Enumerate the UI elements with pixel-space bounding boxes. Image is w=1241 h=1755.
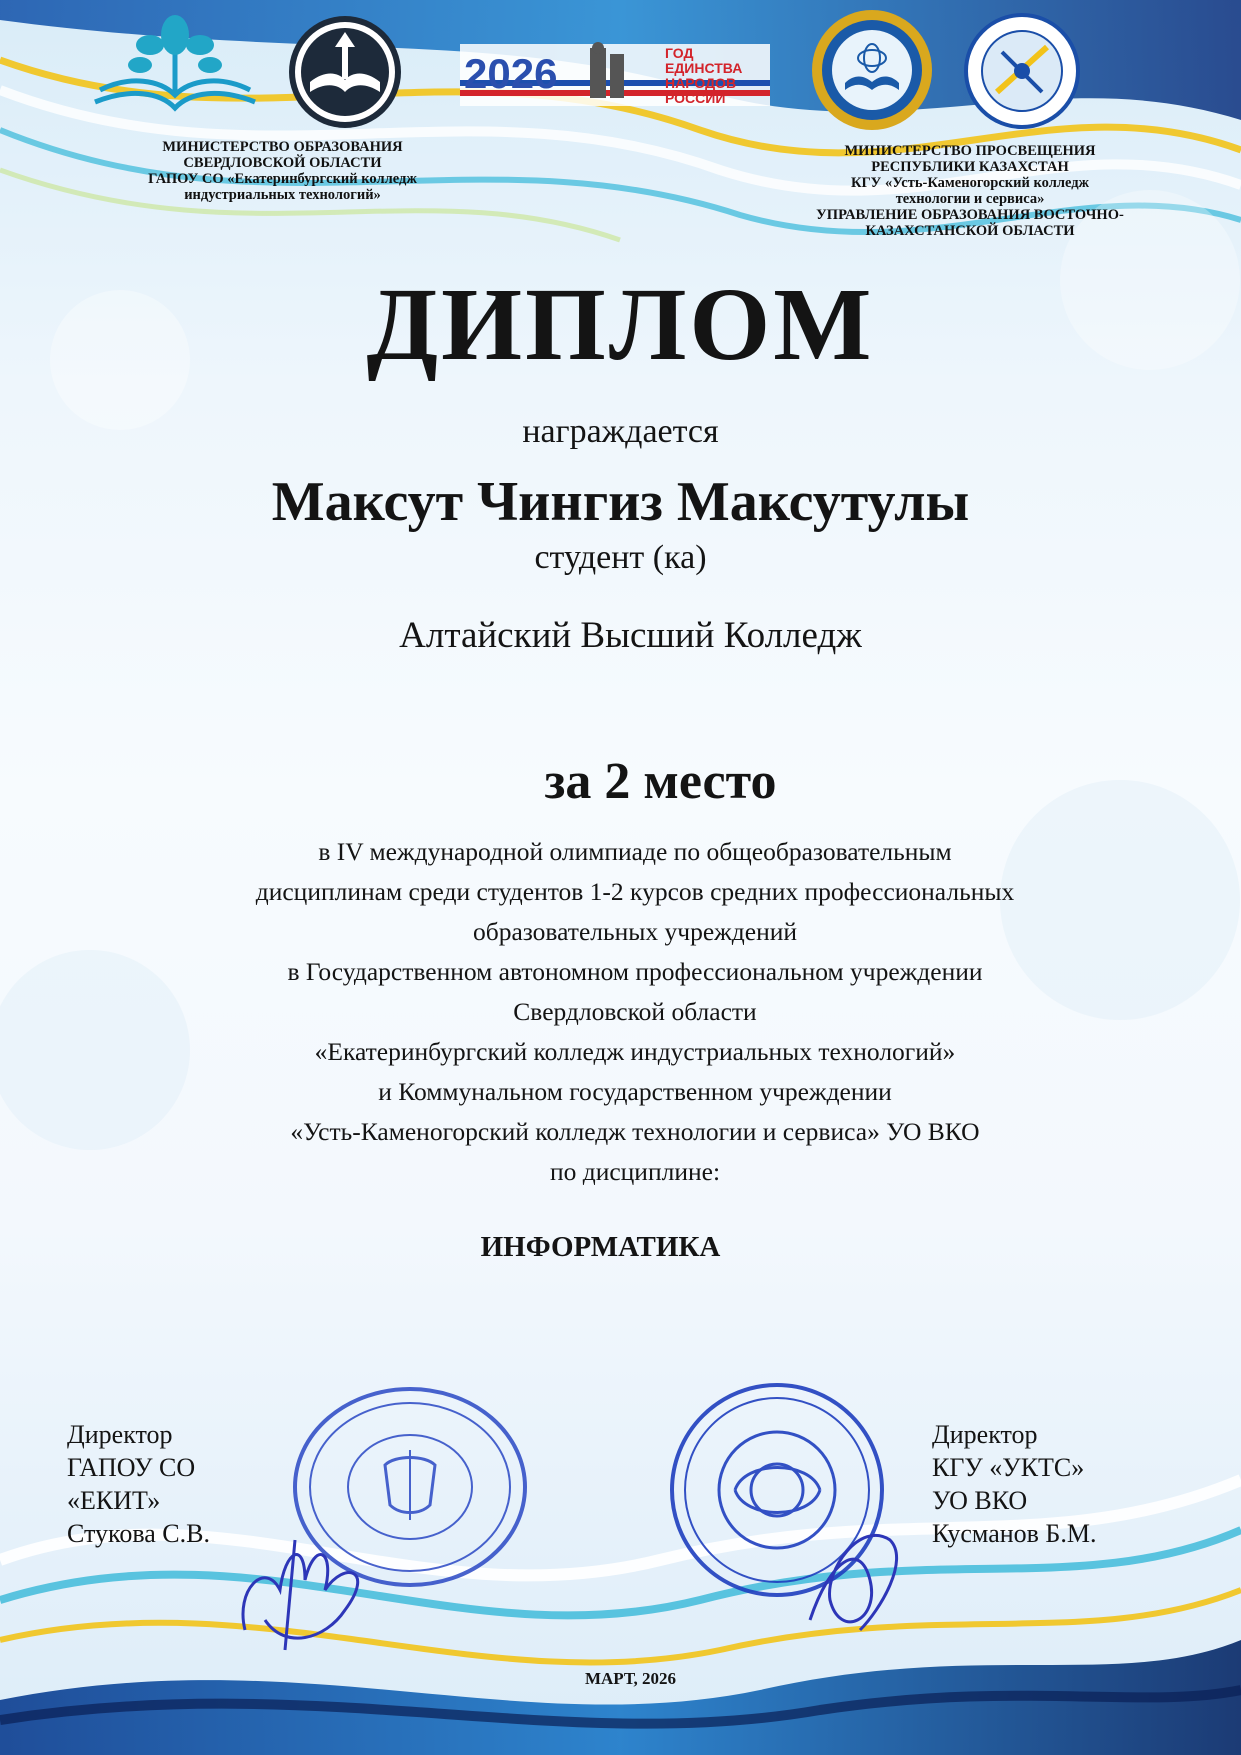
description-line: «Екатеринбургский колледж индустриальных технологий» <box>314 1037 956 1066</box>
issue-date: МАРТ, 2026 <box>584 1669 677 1688</box>
kazakhstan-ministry-emblem-icon <box>810 8 935 133</box>
book-tree-logo-icon <box>90 10 260 120</box>
signatory-line: Директор <box>67 1420 173 1449</box>
description-line: дисциплинам среди студентов 1-2 курсов средних профессиональных <box>255 877 1015 906</box>
left-org-line: ГАПОУ СО «Екатеринбургский колледж <box>148 171 417 187</box>
right-org-line: УПРАВЛЕНИЕ ОБРАЗОВАНИЯ ВОСТОЧНО- <box>816 207 1124 223</box>
svg-text:ГОД: ГОД <box>665 45 694 61</box>
signatory-line: ГАПОУ СО <box>67 1453 196 1482</box>
signatory-line: Директор <box>932 1420 1038 1449</box>
recipient-name: Максут Чингиз Максутулы <box>271 471 970 533</box>
description-line: «Усть-Каменогорский колледж технологии и сервиса» УО ВКО <box>290 1117 980 1146</box>
award-place: за 2 место <box>544 753 777 810</box>
year-of-unity-banner-icon <box>460 40 770 110</box>
right-org-line: технологии и сервиса» <box>895 191 1045 207</box>
description-line: по дисциплине: <box>549 1157 721 1186</box>
left-org-line: МИНИСТЕРСТВО ОБРАЗОВАНИЯ <box>162 139 403 155</box>
signatory-line: Кусманов Б.М. <box>932 1519 1097 1548</box>
gear-book-logo-icon <box>280 12 410 132</box>
right-signatory <box>932 1418 1182 1550</box>
signatory-line: УО ВКО <box>932 1486 1028 1515</box>
right-org-line: КГУ «Усть-Каменогорский колледж <box>850 175 1090 191</box>
svg-text:РОССИИ: РОССИИ <box>665 90 726 106</box>
uktc-college-emblem-icon <box>962 12 1082 130</box>
right-organization-header <box>770 143 1170 239</box>
description-line: в Государственном автономном профессиональном учреждении <box>287 957 983 986</box>
left-organization-header <box>110 139 455 203</box>
description-line: в IV международной олимпиаде по общеобразовательным <box>318 837 952 866</box>
signatory-line: «ЕКИТ» <box>67 1486 161 1515</box>
discipline-name: ИНФОРМАТИКА <box>480 1231 721 1263</box>
left-org-line: индустриальных технологий» <box>184 187 381 203</box>
svg-text:НАРОДОВ: НАРОДОВ <box>665 75 737 91</box>
svg-text:2026: 2026 <box>464 50 558 97</box>
signatory-line: Стукова С.В. <box>67 1519 210 1548</box>
left-signatory <box>67 1418 307 1550</box>
description-line: Свердловской области <box>513 997 757 1026</box>
description-line: и Коммунальном государственном учреждении <box>378 1077 892 1106</box>
diploma-title: ДИПЛОМ <box>366 267 875 382</box>
left-org-line: СВЕРДЛОВСКОЙ ОБЛАСТИ <box>183 155 382 171</box>
recipient-college: Алтайский Высший Колледж <box>399 615 862 656</box>
right-org-line: МИНИСТЕРСТВО ПРОСВЕЩЕНИЯ <box>844 143 1096 159</box>
description-line: образовательных учреждений <box>472 917 798 946</box>
award-description <box>160 832 1110 1192</box>
svg-text:ЕДИНСТВА: ЕДИНСТВА <box>665 60 743 76</box>
recipient-role: студент (ка) <box>534 539 707 576</box>
right-handwritten-signature <box>800 1500 920 1650</box>
right-org-line: РЕСПУБЛИКИ КАЗАХСТАН <box>871 159 1069 175</box>
right-org-line: КАЗАХСТАНСКОЙ ОБЛАСТИ <box>865 223 1075 239</box>
awarded-label: награждается <box>522 413 719 450</box>
signatory-line: КГУ «УКТС» <box>932 1453 1085 1482</box>
